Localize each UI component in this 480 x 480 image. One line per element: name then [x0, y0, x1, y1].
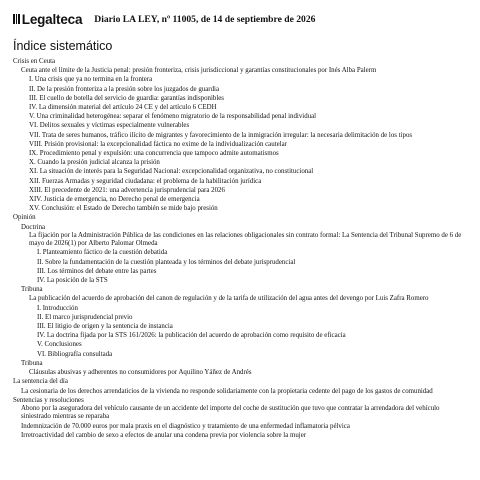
toc-entry[interactable]: XI. La situación de interés para la Seguridad Nacional: excepcionalidad organizativa, no constitucional: [29, 168, 314, 176]
toc-entry[interactable]: XIII. El precedente de 2021: una advertencia jurisprudencial para 2026: [29, 186, 225, 194]
toc-subsection[interactable]: Abono por la aseguradora del vehículo causante de un accidente del importe del coche de sustitución que tuvo que contratar la arrendadora del vehículo siniestrado mientras se reparaba: [21, 404, 440, 420]
toc-section: Opinión: [13, 214, 36, 222]
toc-entry[interactable]: VII. Trata de seres humanos, tráfico ilícito de migrantes y favorecimiento de la inmigración irregular: la necesaria delimitación de los tipos: [29, 131, 413, 139]
toc-subsection[interactable]: Tribuna: [21, 359, 43, 367]
toc-subsection[interactable]: Indemnización de 70.000 euros por mala praxis en el diagnóstico y tratamiento de una enfermedad inflamatoria pélvica: [21, 422, 350, 430]
table-of-contents: [13, 57, 470, 440]
toc-entry[interactable]: IV. La doctrina fijada por la STS 161/2026: la publicación del acuerdo de aprobación como requisito de eficacia: [37, 332, 346, 340]
logo-text: Legalteca: [21, 11, 83, 27]
toc-entry[interactable]: I. Una crisis que ya no termina en la frontera: [29, 76, 153, 84]
toc-entry[interactable]: III. Los términos del debate entre las partes: [37, 267, 157, 275]
logo: [13, 12, 82, 27]
toc-entry[interactable]: La fijación por la Administración Pública de las condiciones en las relaciones obligacionales sin contrato formal: La Sentencia del Tribunal Supremo de 6 de mayo de 2026(1) por Alberto Palomar Olmeda: [29, 231, 462, 247]
toc-entry[interactable]: X. Cuando la presión judicial alcanza la prisión: [29, 159, 160, 167]
toc-entry[interactable]: V. Conclusiones: [37, 341, 82, 349]
toc-entry[interactable]: VI. Bibliografía consultada: [37, 350, 113, 358]
toc-entry[interactable]: II. Sobre la fundamentación de la cuestión planteada y los términos del debate jurisprudencial: [37, 258, 296, 266]
issue-info: Diario LA LEY, nº 11005, de 14 de septiembre de 2026: [94, 13, 316, 25]
toc-entry[interactable]: XII. Fuerzas Armadas y seguridad ciudadana: el problema de la habilitación jurídica: [29, 177, 262, 185]
toc-subsection[interactable]: Tribuna: [21, 286, 43, 294]
toc-entry[interactable]: V. Una criminalidad heterogénea: separar el fenómeno migratorio de la responsabilidad penal individual: [29, 113, 317, 121]
toc-section: La sentencia del día: [13, 378, 68, 386]
toc-entry[interactable]: III. El litigio de origen y la sentencia de instancia: [37, 323, 173, 331]
toc-entry[interactable]: IX. Procedimiento penal y expulsión: una concurrencia que tampoco admite automatismos: [29, 150, 279, 158]
toc-subsection[interactable]: La cesionaria de los derechos arrendaticios de la vivienda no responde solidariamente con la propietaria cedente del pago de los gastos de comunidad: [21, 387, 433, 395]
toc-entry[interactable]: II. De la presión fronteriza a la presión sobre los juzgados de guardia: [29, 85, 219, 93]
page-title: Índice sistemático: [13, 39, 113, 53]
toc-entry[interactable]: III. El cuello de botella del servicio de guardia: garantías indisponibles: [29, 94, 224, 102]
toc-subsection[interactable]: Irretroactividad del cambio de sexo a efectos de anular una condena previa por violencia sobre la mujer: [21, 431, 307, 439]
toc-entry[interactable]: I. Planteamiento fáctico de la cuestión debatida: [37, 249, 168, 257]
document-header: [13, 0, 470, 32]
toc-subsection[interactable]: Ceuta ante el límite de la Justicia penal: presión fronteriza, crisis jurisdiccional y garantías constitucionales por Inés Alba Palerm: [21, 67, 377, 75]
toc-entry[interactable]: XIV. Justicia de emergencia, no Derecho penal de emergencia: [29, 196, 200, 204]
toc-entry[interactable]: IV. La dimensión material del artículo 24 CE y del artículo 6 CEDH: [29, 104, 217, 112]
toc-entry[interactable]: VIII. Prisión provisional: la excepcionalidad fáctica no exime de la individualización cautelar: [29, 140, 287, 148]
toc-entry[interactable]: Cláusulas abusivas y adherentes no consumidores por Aquilino Yáñez de Andrés: [29, 369, 252, 377]
toc-section: Sentencias y resoluciones: [13, 396, 84, 404]
toc-subsection[interactable]: Doctrina: [21, 223, 46, 231]
toc-entry[interactable]: VI. Delitos sexuales y víctimas especialmente vulnerables: [29, 122, 190, 130]
toc-entry[interactable]: IV. La posición de la STS: [37, 277, 108, 285]
toc-section: Crisis en Ceuta: [13, 58, 56, 65]
toc-entry[interactable]: II. El marco jurisprudencial previo: [37, 313, 133, 321]
toc-entry[interactable]: La publicación del acuerdo de aprobación del canon de regulación y de la tarifa de utilización del agua antes del devengo por Luis Zafra Romero: [29, 295, 429, 303]
toc-entry[interactable]: XV. Conclusión: el Estado de Derecho también se mide bajo presión: [29, 205, 218, 213]
logo-mark-icon: [13, 14, 20, 24]
toc-entry[interactable]: I. Introducción: [37, 304, 78, 312]
